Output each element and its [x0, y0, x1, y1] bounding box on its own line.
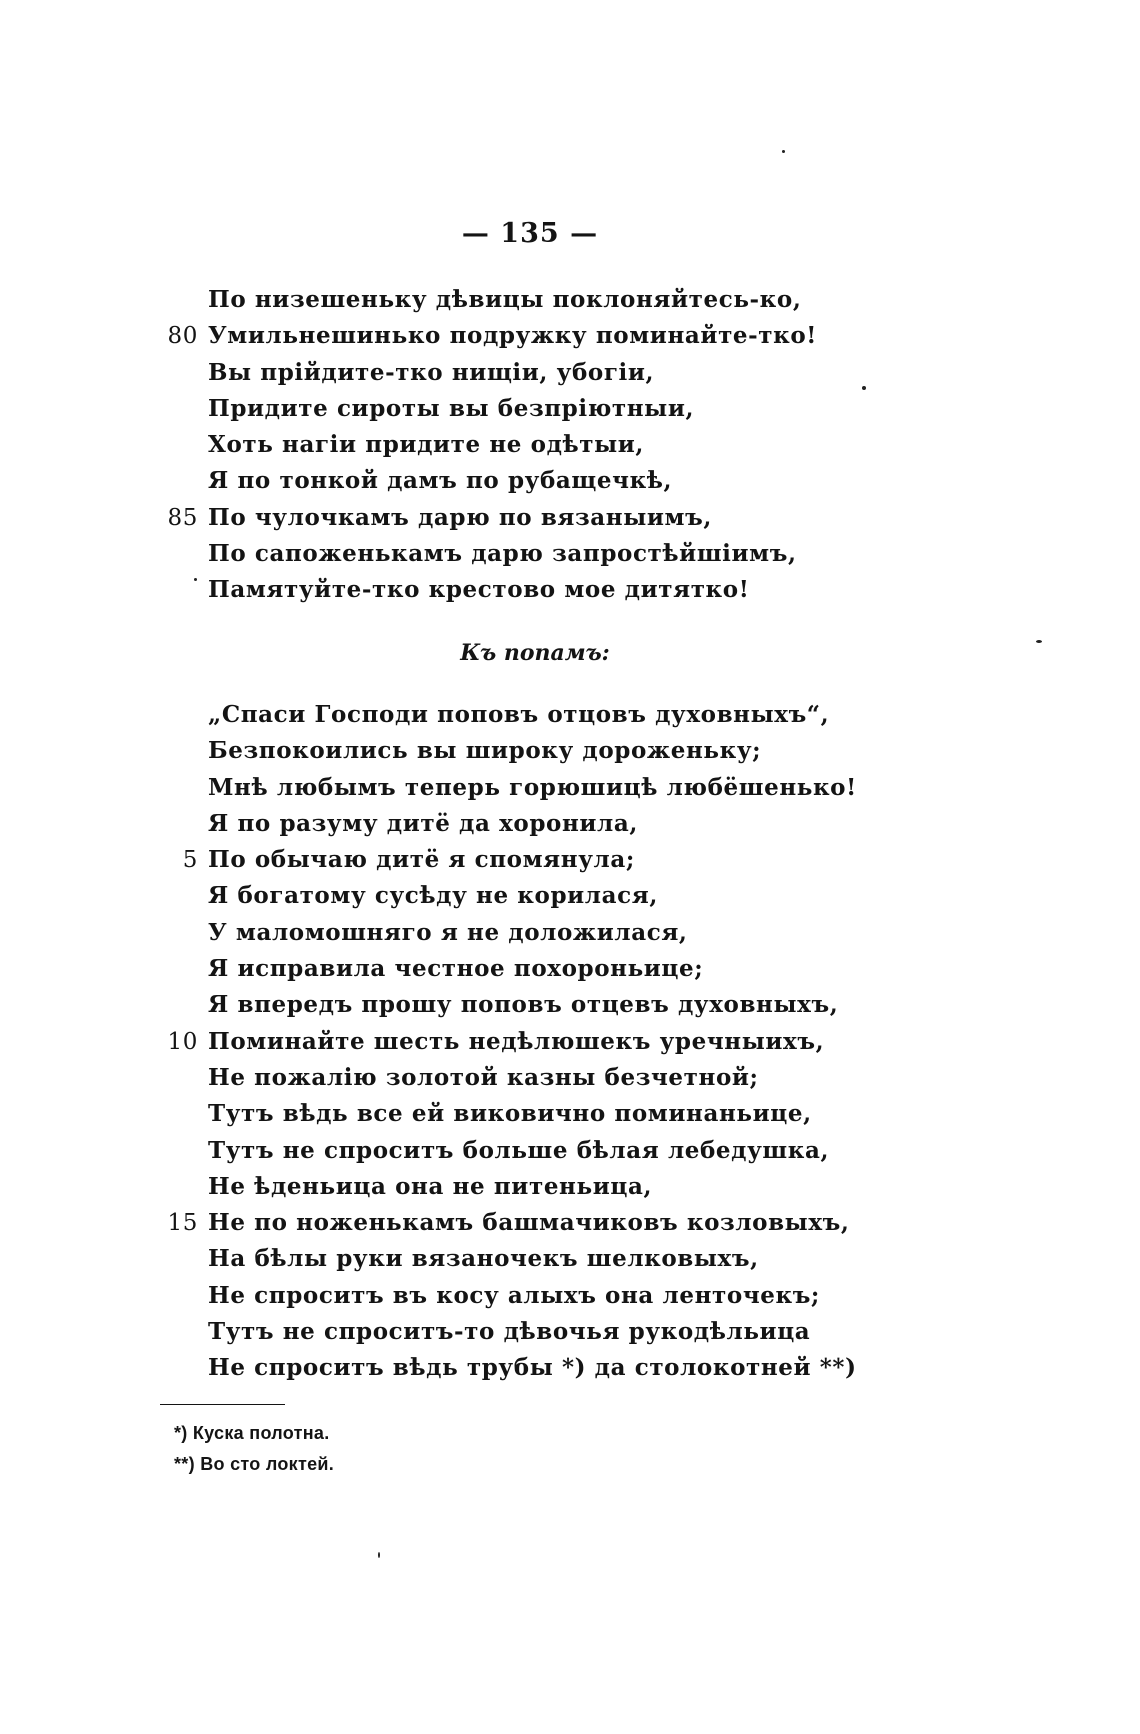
verse-text: Мнѣ любымъ теперь горюшицѣ любёшенько!	[208, 773, 857, 801]
verse-text: По низешеньку дѣвицы поклоняйтесь-ко,	[208, 286, 802, 313]
verse-text: По сапоженькамъ дарю запростѣйшіимъ,	[208, 540, 797, 568]
verse-line	[160, 536, 1060, 572]
verse-line	[160, 500, 1060, 536]
verse-text: Памятуйте-тко крестово мое дитятко!	[208, 576, 750, 604]
verse-text: Поминайте шесть недѣлюшекъ уречныихъ,	[208, 1027, 825, 1055]
verse-line	[160, 842, 1060, 878]
line-number: 80	[167, 323, 198, 350]
verse-text: Не спроситъ въ косу алыхъ она ленточекъ;	[208, 1281, 821, 1309]
verse-line	[160, 806, 1060, 842]
verse-line	[160, 915, 1060, 951]
verse-text: Я по тонкой дамъ по рубащечкѣ,	[208, 467, 673, 495]
line-number: 85	[167, 504, 198, 531]
verse-text: Я впередъ прошу поповъ отцевъ духовныхъ,	[208, 991, 839, 1019]
verse-text: Тутъ не спроситъ-то дѣвочья рукодѣльица	[208, 1318, 811, 1346]
verse-text: Придите сироты вы безпріютныи,	[208, 394, 695, 422]
verse-text: Безпокоились вы широку дороженьку;	[208, 737, 762, 765]
verse-text: „Спаси Господи поповъ отцовъ духовныхъ“,	[208, 701, 830, 728]
footnote-divider	[160, 1404, 285, 1405]
verse-text: По обычаю дитё я спомянула;	[208, 846, 635, 874]
verse-line	[160, 1278, 1060, 1314]
stanza-to-priests	[160, 697, 1060, 1387]
verse-text: Я богатому сусѣду не корилася,	[208, 882, 658, 910]
verse-text: Тутъ не спроситъ больше бѣлая лебедушка,	[208, 1136, 830, 1164]
verse-text: Тутъ вѣдь все ей виковично поминаньице,	[208, 1100, 812, 1128]
verse-text: Умильнешинько подружку поминайте-тко!	[208, 322, 817, 350]
stanza-lament	[160, 282, 1060, 609]
verse-line	[160, 1241, 1060, 1277]
verse-text: Я исправила честное похороньице;	[208, 955, 704, 983]
verse-text: По чулочкамъ дарю по вязаныимъ,	[208, 503, 712, 531]
scan-speck	[782, 150, 785, 153]
verse-line	[160, 1096, 1060, 1132]
verse-line	[160, 951, 1060, 987]
scan-speck	[862, 386, 866, 390]
scan-speck	[194, 578, 197, 581]
verse-line	[160, 391, 1060, 427]
verse-text: Хоть нагіи придите не одѣтыи,	[208, 431, 645, 459]
line-number: 5	[182, 847, 198, 874]
verse-line	[160, 1350, 1060, 1386]
verse-text: Не ѣденьица она не питеньица,	[208, 1172, 653, 1200]
verse-line	[160, 572, 1060, 608]
verse-line	[160, 1314, 1060, 1350]
section-heading: Къ попамъ:	[460, 640, 610, 666]
verse-text: У маломошняго я не доложилася,	[208, 918, 688, 946]
verse-line	[160, 697, 1060, 733]
verse-text: Не пожалію золотой казны безчетной;	[208, 1063, 759, 1091]
verse-text: Вы прійдите-тко нищіи, убогіи,	[208, 358, 655, 386]
verse-text: Я по разуму дитё да хоронила,	[208, 809, 638, 837]
verse-text: Не спроситъ вѣдь трубы *) да столокотней **)	[208, 1354, 857, 1382]
footnote: **) Во сто локтей.	[174, 1454, 335, 1474]
verse-line	[160, 987, 1060, 1023]
verse-line	[160, 878, 1060, 914]
verse-line	[160, 1060, 1060, 1096]
line-number: 15	[167, 1210, 198, 1237]
line-number: 10	[167, 1028, 198, 1055]
footnote: *) Куска полотна.	[174, 1423, 330, 1443]
verse-line	[160, 1133, 1060, 1169]
verse-line	[160, 318, 1060, 354]
verse-line	[160, 770, 1060, 806]
verse-line	[160, 463, 1060, 499]
verse-text: На бѣлы руки вязаночекъ шелковыхъ,	[208, 1245, 759, 1273]
scan-speck	[1036, 640, 1042, 643]
scan-speck	[378, 1552, 380, 1558]
verse-line	[160, 427, 1060, 463]
footnotes	[174, 1418, 874, 1480]
verse-line	[160, 1024, 1060, 1060]
verse-line	[160, 733, 1060, 769]
verse-line	[160, 1205, 1060, 1241]
verse-line	[160, 1169, 1060, 1205]
page-number: — 135 —	[461, 218, 599, 249]
verse-line	[160, 282, 1060, 318]
verse-line	[160, 355, 1060, 391]
verse-text: Не по ноженькамъ башмачиковъ козловыхъ,	[208, 1209, 850, 1237]
